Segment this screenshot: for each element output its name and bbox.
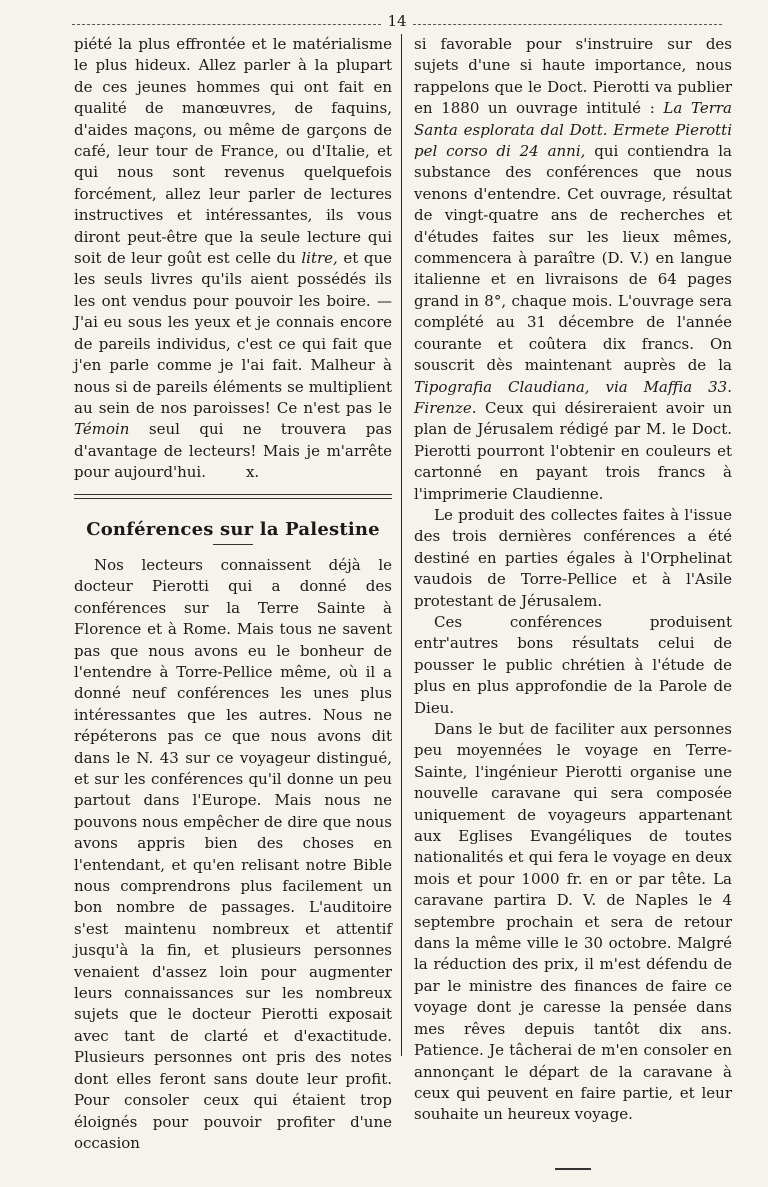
- temoin-word: Témoin: [74, 420, 130, 439]
- book-title: La Terra Santa esplorata dal Dott. Ermete Pierotti pel corso di 24 anni,: [414, 99, 732, 161]
- end-dash: [555, 1168, 591, 1170]
- collections-paragraph: Le produit des collectes faites à l'issue des trois dernières conférences a été destiné en parties égales à l'Orphelinat vaudois de Torre-Pellice et à l'Asile protestant de Jérusalem.: [414, 505, 732, 610]
- header-rule-right: [413, 18, 722, 25]
- right-column: [414, 34, 732, 1170]
- signature: x.: [245, 463, 260, 482]
- column-divider: [401, 34, 402, 1056]
- article-paragraph: Nos lecteurs connaissent déjà le docteur Pierotti qui a donné des conférences sur la Terre Sainte à Florence et à Rome. Mais tous ne savent pas que nous avons eu le bonheur de l'entendre à Torre-Pellice même, où il a donné neuf conférences les unes plus intéressantes que les autres. Nous ne répéterons pas ce que nous avons dit dans le N. 43 sur ce voyageur distingué, et sur les conférences qu'il donne un peu partout dans l'Europe. Mais nous ne pouvons nous empêcher de dire que nous avons appris bien des choses en l'entendant, et qu'en relisant notre Bible nous comprendrons plus facilement un bon nombre de passages. L'auditoire s'est maintenu nombreux et attentif jusqu'à la fin, et plusieurs personnes venaient d'assez loin pour augmenter leurs connaissances sur les nombreux sujets que le docteur Pierotti exposait avec tant de clarté et d'exactitude. Plusieurs personnes ont pris des notes dont elles feront sans doute leur profit. Pour consoler ceux qui étaient trop éloignés pour pouvoir profiter d'une occasion: [74, 555, 392, 1152]
- litre-word: litre,: [301, 249, 338, 268]
- page-number: 14: [387, 11, 407, 30]
- article-title: Conférences sur la Palestine: [86, 518, 380, 540]
- continued-paragraph: piété la plus effrontée et le matérialisme le plus hideux. Allez parler à la plupart de ces jeunes hommes qui ont fait en qualité de manœuvres, de faquins, d'aides maçons, ou même de garçons de café, leur tour de France, ou d'Italie, et qui nous sont revenus quelquefois forcément, allez leur parler de lectures instructives et intéressantes, ils vous diront peut-être que la seule lecture qui soit de leur goût est celle du litre, et que les seuls livres qu'ils aient possédés ils les ont vendus pour pouvoir les boire. — J'ai eu sous les yeux et je connais encore de pareils individus, c'est ce qui fait que j'en parle comme je l'ai fait. Malheur à nous si de pareils éléments se multiplient au sein de nos paroisses! Ce n'est pas le Témoin seul qui ne trouvera pas d'avantage de lecteurs! Mais je m'arrête pour aujourd'hui. x.: [74, 34, 392, 484]
- publisher-name: Tipografia Claudiana, via Maffia 33. Firenze.: [414, 377, 732, 417]
- caravan-paragraph: Dans le but de faciliter aux personnes peu moyennées le voyage en Terre-Sainte, l'ingénieur Pierotti organise une nouvelle caravane qui sera composée uniquement de voyageurs appartenant aux Eglises Evangéliques de toutes nationalités et qui fera le voyage en deux mois et pour 1000 fr. en or par tête. La caravane partira D. V. de Naples le 4 septembre prochain et sera de retour dans la même ville le 30 octobre. Malgré la réduction des prix, il m'est défendu de par le ministre des finances de faire ce voyage dont je caresse la pensée dans mes rêves depuis tantôt dix ans. Patience. Je tâcherai de m'en consoler en annonçant le départ de la caravane à ceux qui peuvent en faire partie, et leur souhaite un heureux voyage.: [414, 720, 732, 1124]
- title-dash: [213, 544, 253, 545]
- header-rule-left: [72, 18, 381, 25]
- section-separator: [74, 494, 392, 499]
- results-paragraph: Ces conférences produisent entr'autres bons résultats celui de pousser le public chrétien à l'étude de plus en plus approfondie de la Parole de Dieu.: [414, 612, 732, 717]
- left-column: [74, 34, 392, 1154]
- article-paragraph-continued: si favorable pour s'instruire sur des sujets d'une si haute importance, nous rappelons que le Doct. Pierotti va publier en 1880 un ouvrage intitulé : La Terra Santa esplorata dal Dott. Ermete Pierotti pel corso di 24 anni, qui contiendra la substance des conférences que nous venons d'entendre. Cet ouvrage, résultat de vingt-quatre ans de recherches et d'études faites sur les lieux mêmes, commencera à paraître (D. V.) en langue italienne et en livraisons de 64 pages grand in 8°, chaque mois. L'ouvrage sera complété au 31 décembre de l'année courante et coûtera dix francs. On souscrit dès maintenant auprès de la Tipografia Claudiana, via Maffia 33. Firenze. Ceux qui désireraient avoir un plan de Jérusalem rédigé par M. le Doct. Pierotti pourront l'obtenir en couleurs et cartonné en payant trois francs à l'imprimerie Claudienne.: [414, 35, 732, 503]
- page-header: [72, 10, 722, 32]
